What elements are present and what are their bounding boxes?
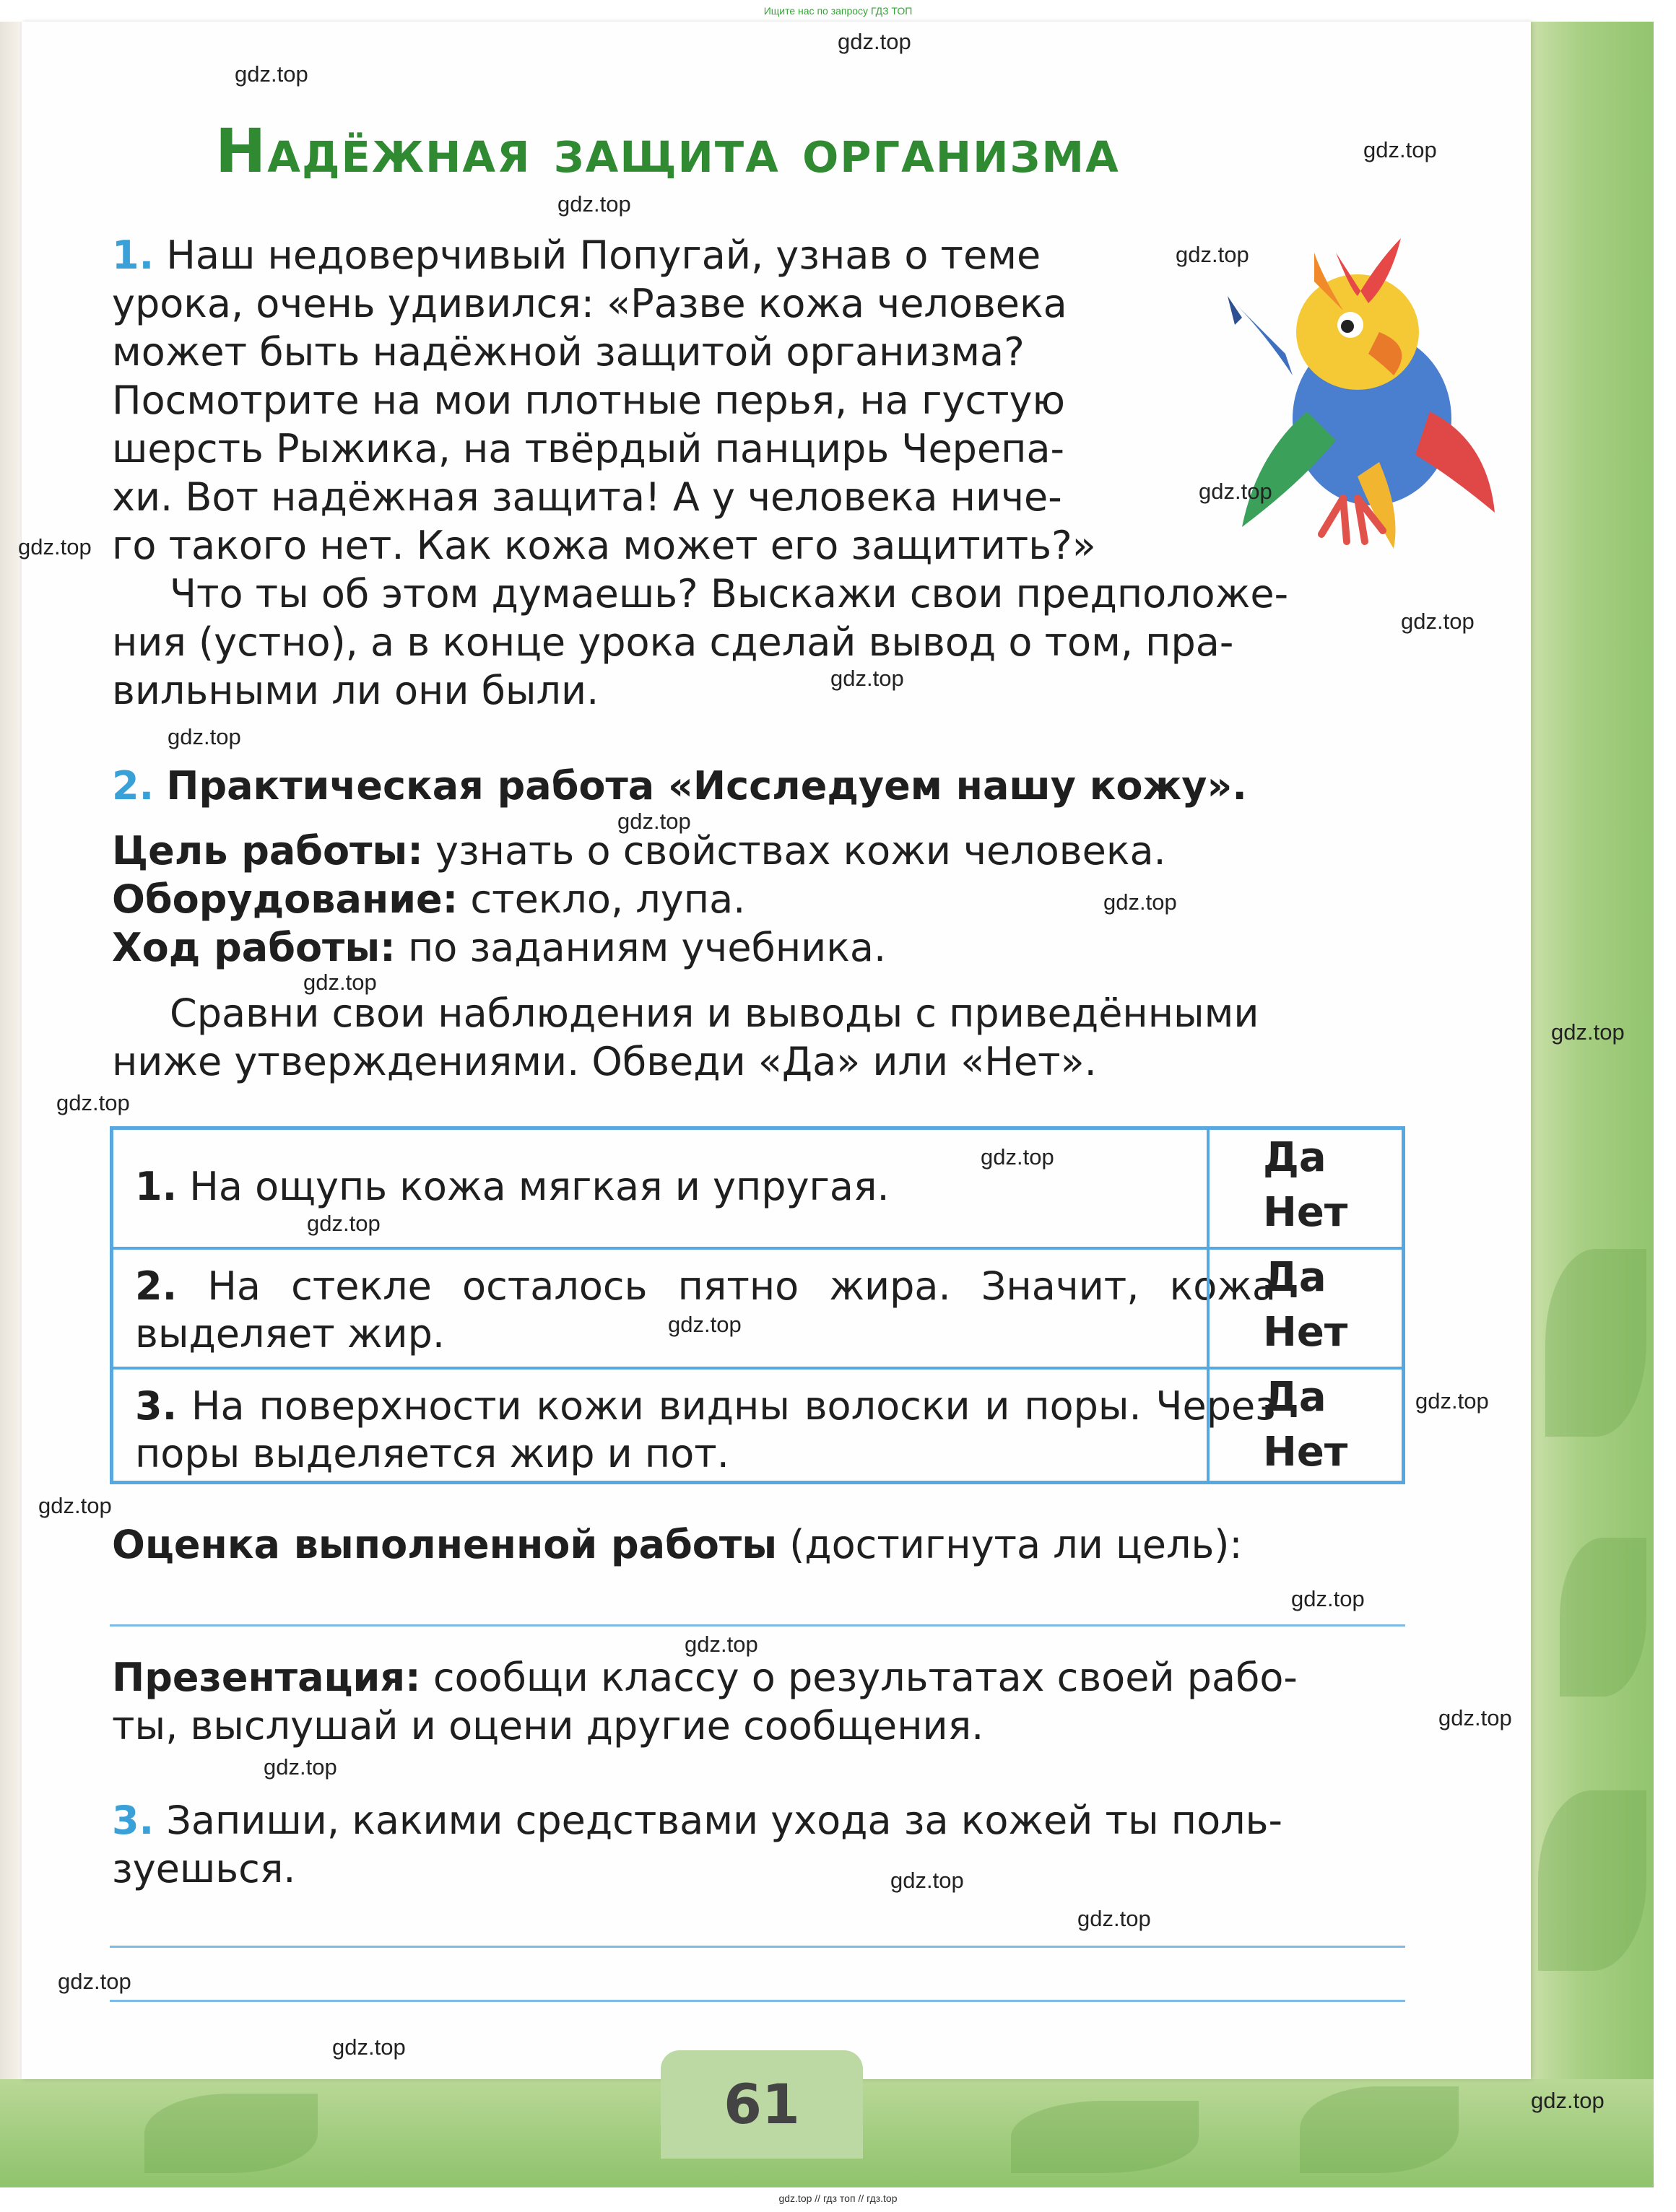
watermark: gdz.top	[1199, 479, 1272, 504]
watermark: gdz.top	[685, 1632, 758, 1657]
watermark: gdz.top	[235, 61, 308, 87]
task2-heading-block	[112, 762, 1412, 810]
task1-line: шерсть Рыжика, на твёрдый панцирь Черепа-	[112, 426, 1065, 471]
watermark: gdz.top	[1438, 1705, 1512, 1730]
yes-option[interactable]: Да	[1263, 1254, 1327, 1301]
watermark: gdz.top	[1176, 242, 1249, 267]
watermark: gdz.top	[332, 2034, 406, 2060]
compare-instruction	[112, 989, 1412, 1086]
watermark: gdz.top	[890, 1868, 964, 1893]
watermark: gdz.top	[303, 970, 377, 995]
answer-line[interactable]	[110, 2000, 1405, 2002]
task1-question-line: вильными ли они были.	[112, 668, 599, 713]
statement-text: 2. На стекле осталось пятно жира. Значит, кожа выделяет жир.	[135, 1263, 1276, 1357]
goal-text: узнать о свойствах кожи человека.	[435, 828, 1166, 874]
top-banner: Ищите нас по запросу ГДЗ ТОП	[763, 5, 913, 17]
presentation-label: Презентация:	[112, 1655, 421, 1700]
task3-block	[112, 1796, 1412, 1893]
no-option[interactable]: Нет	[1263, 1189, 1348, 1236]
watermark: gdz.top	[617, 809, 691, 834]
task1-number: 1.	[112, 232, 155, 278]
task1-question-line: ния (устно), а в конце урока сделай вывод о том, пра-	[112, 619, 1234, 665]
task1-line: Наш недоверчивый Попугай, узнав о теме	[166, 232, 1041, 278]
statement-text: 1. На ощупь кожа мягкая и упругая.	[135, 1164, 890, 1209]
watermark: gdz.top	[830, 666, 904, 691]
presentation-block	[112, 1653, 1412, 1750]
answer-line[interactable]	[110, 1624, 1405, 1627]
no-option[interactable]: Нет	[1263, 1429, 1348, 1476]
no-option[interactable]: Нет	[1263, 1309, 1348, 1356]
statement-text: 3. На поверхности кожи видны волоски и поры. Через поры выделяется жир и пот.	[135, 1383, 1276, 1476]
parrot-illustration	[1213, 224, 1502, 556]
task1-text	[112, 231, 1166, 570]
task3-number: 3.	[112, 1798, 155, 1843]
task1-line: Посмотрите на мои плотные перья, на густую	[112, 378, 1065, 423]
page-title: Надёжная защита организма	[215, 116, 1120, 186]
answer-line[interactable]	[110, 1946, 1405, 1948]
watermark: gdz.top	[981, 1144, 1054, 1170]
compare-line: Сравни свои наблюдения и выводы с приведёнными	[170, 990, 1259, 1036]
task2-heading: Практическая работа «Исследуем нашу кожу».	[166, 763, 1247, 809]
watermark: gdz.top	[838, 29, 911, 54]
watermark: gdz.top	[1077, 1906, 1151, 1931]
table-row	[113, 1370, 1402, 1481]
watermark: gdz.top	[1401, 609, 1475, 634]
watermark: gdz.top	[1531, 2088, 1605, 2113]
answer-cell	[1207, 1250, 1402, 1367]
yes-option[interactable]: Да	[1263, 1134, 1327, 1181]
evaluation-label: Оценка выполненной работы	[112, 1522, 778, 1567]
watermark: gdz.top	[307, 1211, 381, 1236]
task1-line: урока, очень удивился: «Разве кожа человека	[112, 281, 1067, 326]
task2-details	[112, 827, 1412, 972]
evaluation-block	[112, 1520, 1412, 1569]
task1-line: го такого нет. Как кожа может его защитить?»	[112, 523, 1096, 568]
progress-text: по заданиям учебника.	[407, 925, 887, 970]
goal-label: Цель работы:	[112, 828, 423, 874]
answer-cell	[1207, 1370, 1402, 1481]
watermark: gdz.top	[1363, 137, 1437, 162]
task1-line: может быть надёжной защитой организма?	[112, 329, 1025, 375]
task1-question	[112, 570, 1412, 715]
watermark: gdz.top	[668, 1312, 742, 1337]
watermark: gdz.top	[58, 1969, 131, 1994]
task1-question-line: Что ты об этом думаешь? Выскажи свои предположе-	[170, 571, 1289, 617]
yes-option[interactable]: Да	[1263, 1374, 1327, 1421]
watermark: gdz.top	[1551, 1019, 1625, 1045]
watermark: gdz.top	[557, 191, 631, 217]
statements-table	[110, 1126, 1405, 1484]
equipment-text: стекло, лупа.	[470, 876, 746, 922]
answer-cell	[1207, 1130, 1402, 1247]
equipment-label: Оборудование:	[112, 876, 459, 922]
watermark: gdz.top	[1415, 1388, 1489, 1414]
watermark: gdz.top	[18, 534, 92, 559]
evaluation-text: (достигнута ли цель):	[789, 1522, 1243, 1567]
bottom-banner: gdz.top // гдз топ // гдз.top	[778, 2193, 898, 2204]
watermark: gdz.top	[38, 1493, 112, 1518]
watermark: gdz.top	[168, 724, 241, 749]
green-page-edge	[1531, 22, 1654, 2187]
task1-line: хи. Вот надёжная защита! А у человека ниче-	[112, 474, 1062, 520]
watermark: gdz.top	[56, 1090, 130, 1115]
watermark: gdz.top	[1103, 889, 1177, 915]
page-number: 61	[724, 2072, 800, 2136]
progress-label: Ход работы:	[112, 925, 396, 970]
compare-line: ниже утверждениями. Обведи «Да» или «Нет».	[112, 1039, 1097, 1084]
presentation-text: сообщи классу о результатах своей рабо-	[433, 1655, 1298, 1700]
task3-text: Запиши, какими средствами ухода за кожей ты поль-	[166, 1798, 1282, 1843]
table-row	[113, 1250, 1402, 1370]
task3-text: зуешься.	[112, 1846, 296, 1891]
watermark: gdz.top	[264, 1754, 337, 1780]
watermark: gdz.top	[1291, 1586, 1365, 1611]
presentation-text: ты, выслушай и оцени другие сообщения.	[112, 1703, 984, 1749]
task2-number: 2.	[112, 763, 155, 809]
